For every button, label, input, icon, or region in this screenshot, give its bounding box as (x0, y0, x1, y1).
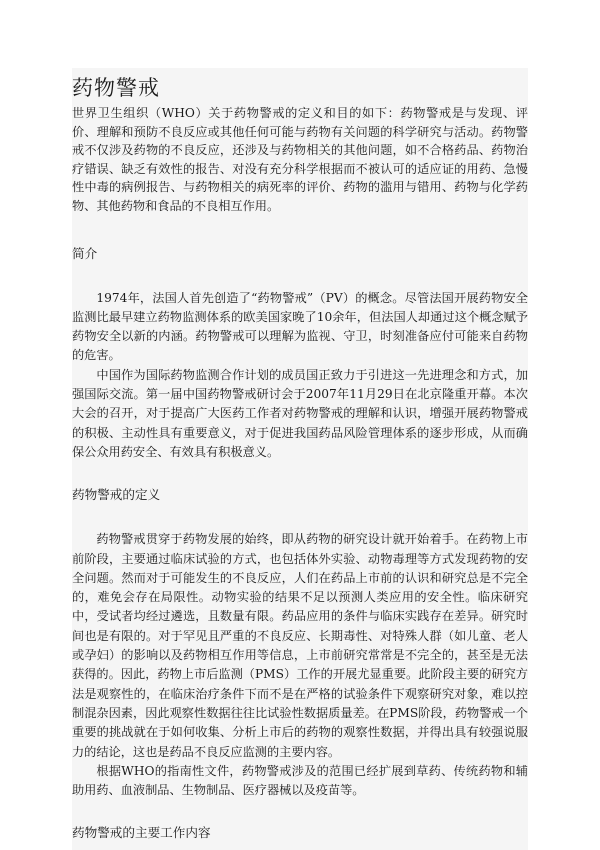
definition-paragraph-1: 药物警戒贯穿于药物发展的始终，即从药物的研究设计就开始着手。在药物上市前阶段，主要通过临床试验的方式，也包括体外实验、动物毒理等方式发现药物的安全问题。然而对于可能发生的不良反应，人们在药品上市前的认识和研究总是不完全的，难免会存在局限性。动物实验的结果不足以预测人类应用的安全性。临床研究中，受试者均经过遴选，且数量有限。药品应用的条件与临床实践存在差异。研究时间也是有限的。对于罕见且严重的不良反应、长期毒性、对特殊人群（如儿童、老人或孕妇）的影响以及药物相互作用等信息，上市前研究常常是不完全的，甚至是无法获得的。因此，药物上市后监测（PMS）工作的开展尤显重要。此阶段主要的研究方法是观察性的，在临床治疗条件下而不是在严格的试验条件下观察研究对象，难以控制混杂因素，因此观察性数据往往比试验性数据质量差。在PMS阶段，药物警戒一个重要的挑战就在于如何收集、分析上市后的药物的观察性数据，并得出具有较强说服力的结论，这也是药品不良反应监测的主要内容。 (72, 532, 528, 759)
section-heading-main-work: 药物警戒的主要工作内容 (72, 825, 211, 841)
document-page (72, 68, 528, 850)
document-body (72, 68, 528, 842)
intro-section-paragraph-1: 1974年，法国人首先创造了“药物警戒”（PV）的概念。尽管法国开展药物安全监测比最早建立药物监测体系的欧美国家晚了10余年，但法国人却通过这个概念赋予药物安全以新的内涵。药物警戒可以理解为监视、守卫，时刻准备应付可能来自药物的危害。 (72, 290, 528, 363)
section-heading-intro: 简介 (72, 245, 98, 261)
page-title: 药物警戒 (72, 76, 160, 100)
definition-paragraph-2: 根据WHO的指南性文件，药物警戒涉及的范围已经扩展到草药、传统药物和辅助用药、血液制品、生物制品、医疗器械以及疫苗等。 (72, 763, 528, 798)
intro-paragraph: 世界卫生组织（WHO）关于药物警戒的定义和目的如下：药物警戒是与发现、评价、理解和预防不良反应或其他任何可能与药物有关问题的科学研究与活动。药物警戒不仅涉及药物的不良反应，还涉及与药物相关的其他问题，如不合格药品、药物治疗错误、缺乏有效性的报告、对没有充分科学根据而不被认可的适应证的用药、急慢性中毒的病例报告、与药物相关的病死率的评价、药物的滥用与错用、药物与化学药物、其他药物和食品的不良相互作用。 (72, 106, 528, 213)
section-heading-definition: 药物警戒的定义 (72, 487, 161, 503)
intro-section-paragraph-2: 中国作为国际药物监测合作计划的成员国正致力于引进这一先进理念和方式，加强国际交流。第一届中国药物警戒研讨会于2007年11月29日在北京隆重开幕。本次大会的召开，对于提高广大医药工作者对药物警戒的理解和认识，增强开展药物警戒的积极、主动性具有重要意义，对于促进我国药品风险管理体系的逐步形成，从而确保公众用药安全、有效具有积极意义。 (72, 367, 528, 459)
